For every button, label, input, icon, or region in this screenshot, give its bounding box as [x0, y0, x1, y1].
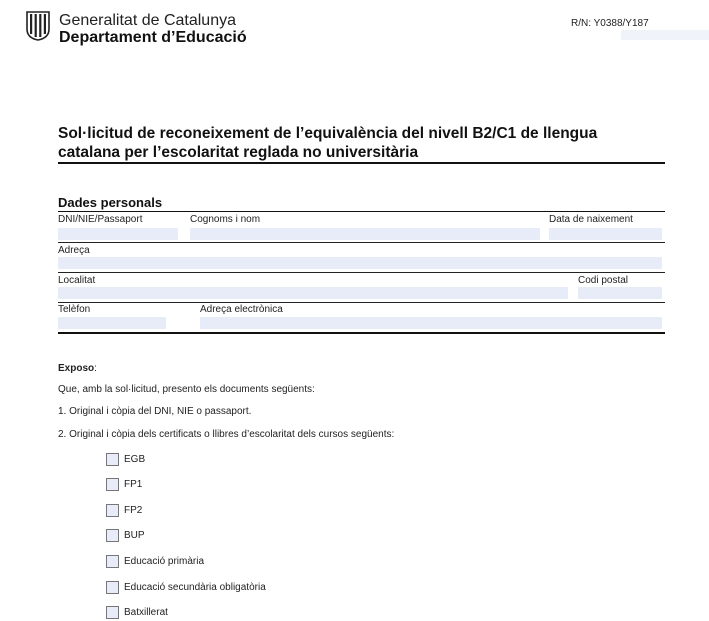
title-rule — [58, 162, 665, 164]
checkbox-bup[interactable] — [106, 529, 119, 542]
option-label-egb: EGB — [124, 454, 146, 465]
label-birth: Data de naixement — [549, 214, 633, 225]
phone-field[interactable] — [58, 317, 166, 329]
birth-field[interactable] — [549, 228, 662, 240]
checkbox-fp2[interactable] — [106, 504, 119, 517]
exposo-colon: : — [94, 363, 97, 374]
label-city: Localitat — [58, 275, 96, 286]
option-label-eso: Educació secundària obligatòria — [124, 582, 266, 593]
option-label-bup: BUP — [124, 530, 145, 541]
label-name: Cognoms i nom — [190, 214, 261, 225]
exposo-item-2: 2. Original i còpia dels certificats o llibres d’escolaritat dels cursos següents: — [58, 429, 395, 440]
checkbox-batxillerat[interactable] — [106, 606, 119, 619]
option-label-batxillerat: Batxillerat — [124, 607, 168, 618]
email-field[interactable] — [200, 317, 662, 329]
section-end-rule — [58, 332, 665, 334]
row-divider — [58, 242, 665, 243]
checkbox-primaria[interactable] — [106, 555, 119, 568]
option-label-fp1: FP1 — [124, 479, 143, 490]
label-postal: Codi postal — [578, 275, 629, 286]
address-field[interactable] — [58, 257, 662, 269]
exposo-label: Exposo — [58, 363, 95, 374]
postal-field[interactable] — [578, 287, 662, 299]
option-label-fp2: FP2 — [124, 505, 143, 516]
label-dni: DNI/NIE/Passaport — [58, 214, 143, 225]
exposo-item-1: 1. Original i còpia del DNI, NIE o passaport. — [58, 406, 252, 417]
section-rule — [58, 211, 665, 212]
checkbox-egb[interactable] — [106, 453, 119, 466]
checkbox-eso[interactable] — [106, 581, 119, 594]
row-divider — [58, 302, 665, 303]
label-address: Adreça — [58, 245, 90, 256]
generalitat-logo-icon — [26, 11, 50, 41]
row-divider — [58, 272, 665, 273]
label-phone: Telèfon — [58, 304, 91, 315]
document-title: Sol·licitud de reconeixement de l’equivalència del nivell B2/C1 de llengua catalana per l’escolaritat reglada no universitària — [58, 125, 598, 161]
option-label-primaria: Educació primària — [124, 556, 205, 567]
section-personal-data: Dades personals — [58, 195, 163, 210]
name-field[interactable] — [190, 228, 540, 240]
reference-number: R/N: Y0388/Y187 — [571, 18, 649, 29]
label-email: Adreça electrònica — [200, 304, 283, 315]
dni-field[interactable] — [58, 228, 178, 240]
org-name-line2: Departament d’Educació — [59, 29, 247, 46]
exposo-heading — [58, 363, 97, 374]
exposo-intro: Que, amb la sol·licitud, presento els documents següents: — [58, 384, 315, 395]
org-name-line1: Generalitat de Catalunya — [59, 12, 236, 29]
ref-fill-field[interactable] — [621, 30, 709, 40]
city-field[interactable] — [58, 287, 568, 299]
checkbox-fp1[interactable] — [106, 478, 119, 491]
